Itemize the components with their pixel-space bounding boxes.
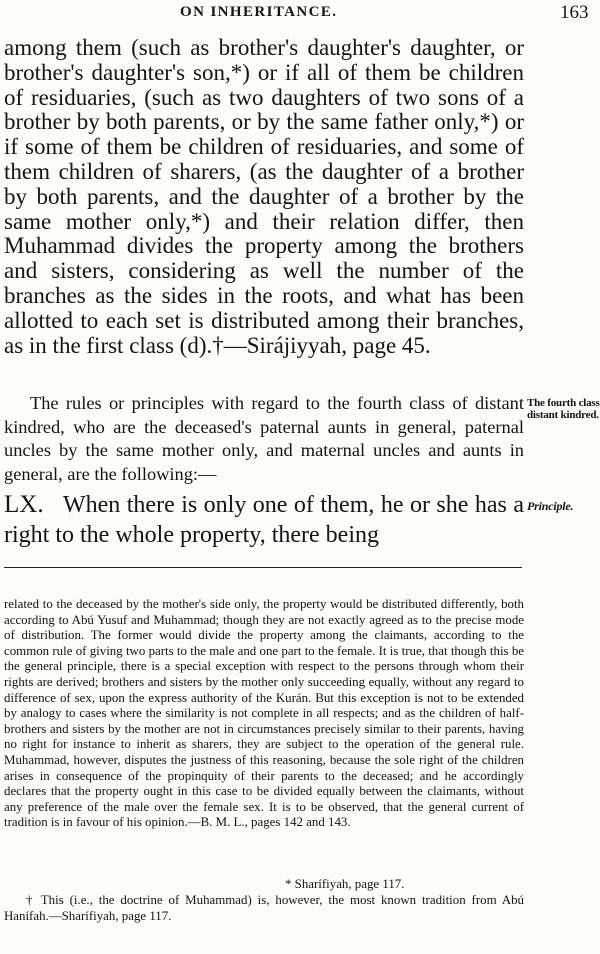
- running-title: ON INHERITANCE.: [180, 4, 338, 20]
- page-number: 163: [560, 2, 589, 23]
- sidenote-principle: Principle.: [527, 499, 574, 513]
- footnote-dagger: † This (i.e., the doctrine of Muhammad) is, however, the most known tradition from Abú Hanífah.—Sharífiyah, page 117.: [4, 893, 524, 923]
- body-paragraph-continuation: among them (such as brother's daughter's daughter, or brother's daughter's son,*) or if all of them be children of residuaries, (such as two daughters of two sons of a brother by both parents, or by the same father only,*) or if some of them be children of residuaries, and some of them children of sharers, (as the daughter of a brother by both parents, and the daughter of a brother by the same mother only,*) and their relation differ, then Muhammad divides the property among the brothers and sisters, considering as well the number of the branches as the sides in the roots, and what has been allotted to each set is distributed among their branches, as in the first class (d).†—Sirájiyyah, page 45.: [4, 35, 524, 358]
- body-paragraph-fourth-class: The rules or principles with regard to the fourth class of distant kindred, who are the deceased's paternal aunts in general, paternal uncles by the same mother only, and maternal uncles and aunts in general, are the following:—: [4, 393, 524, 484]
- principle-text: When there is only one of them, he or she has a right to the whole property, there being: [4, 492, 524, 548]
- page-header: [0, 2, 600, 26]
- footnote-separator: [4, 567, 522, 568]
- footnote-star: * Sharífiyah, page 117.: [285, 877, 405, 891]
- principle-number: LX.: [4, 491, 44, 518]
- sidenote-fourth-class: The fourth class distant kindred.: [527, 397, 600, 421]
- footnote-continuation: related to the deceased by the mother's side only, the property would be distributed differently, both according to Abú Yusuf and Muhammad; though they are not exactly agreed as to the precise mode of distribution. The former would divide the property among the claimants, according to the common rule of giving two parts to the male and one part to the female. It is true, that though this be the general principle, there is a special exception with respect to the persons through whom their rights are derived; brothers and sisters by the mother only succeeding equally, without any regard to difference of sex, upon the express authority of the Kurán. But this exception is not to be extended by analogy to cases where the similarity is not complete in all respects; and as the children of half-brothers and sisters by the mother are not in circumstances precisely similar to their parents, having no right for instance to inherit as sharers, they are subject to the operation of the general rule. Muhammad, however, disputes the justness of this reasoning, because the sole right of the children arises in consequence of the propinquity of their parents to the deceased; and he accordingly declares that the property ought in this case to be divided equally between the claimants, without any preference of the male over the female sex. It is to be observed, that the general current of tradition is in favour of his opinion.—B. M. L., pages 142 and 143.: [4, 597, 524, 830]
- principle-paragraph: [4, 490, 524, 550]
